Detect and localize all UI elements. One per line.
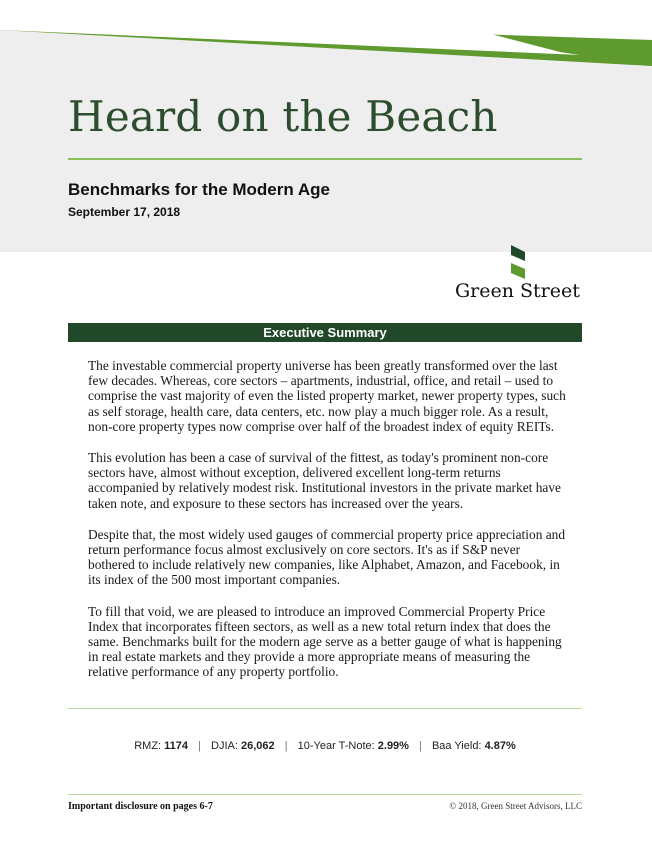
footer-divider — [68, 794, 582, 795]
tnote-label: 10-Year T-Note: — [297, 740, 375, 752]
report-date: September 17, 2018 — [68, 205, 181, 219]
tnote-value: 2.99% — [377, 740, 409, 752]
rmz-value: 1174 — [164, 740, 189, 752]
djia-label: DJIA: — [211, 740, 238, 752]
summary-paragraph: To fill that void, we are pleased to introduce an improved Commercial Property Price Index that incorporates fifteen sectors, as well as a new total return index that does the same. Benchmarks built for the modern age serve as a better gauge of what is happening in real estate markets and they provide a more appropriate means of measuring the relative performance of any property portfolio. — [88, 603, 562, 680]
section-divider — [68, 708, 582, 709]
green-street-logo-icon — [511, 245, 527, 279]
summary-paragraph: Despite that, the most widely used gauges of commercial property price appreciation and return performance focus almost exclusively on core sectors. It's as if S&P never bothered to include relatively new companies, like Alphabet, Amazon, and Facebook, in its index of the 500 most important companies. — [88, 526, 566, 588]
copyright-note: © 2018, Green Street Advisors, LLC — [449, 801, 582, 811]
report-subtitle: Benchmarks for the Modern Age — [68, 180, 330, 199]
market-indicators — [68, 740, 582, 752]
separator: | — [198, 740, 201, 752]
separator: | — [284, 740, 288, 752]
summary-paragraph: This evolution has been a case of survival of the fittest, as today's prominent non-core sectors have, almost without exception, delivered excellent long-term returns accompanied by relatively modest risk. Institutional investors in the private market have taken note, and exposure to these sectors has increased over the years. — [88, 450, 562, 511]
masthead-rule — [68, 158, 582, 160]
djia-value: 26,062 — [241, 740, 275, 752]
executive-summary-heading: Executive Summary — [68, 323, 582, 342]
masthead-title: Heard on the Beach — [68, 92, 498, 141]
baa-label: Baa Yield: — [431, 740, 482, 752]
disclosure-note: Important disclosure on pages 6-7 — [68, 801, 213, 812]
green-street-logo-text: Green Street — [455, 280, 580, 302]
summary-paragraph: The investable commercial property universe has been greatly transformed over the last few decades. Whereas, core sectors – apartments, industrial, office, and retail – used to comprise the vast majority of even the listed property market, newer property types, such as self storage, health care, data centers, etc. now play a much bigger role. As a result, non-core property types now comprise over half of the broadest index of equity REITs. — [88, 358, 566, 434]
executive-summary-body — [88, 358, 570, 696]
separator: | — [419, 740, 422, 752]
baa-value: 4.87% — [484, 740, 516, 752]
rmz-label: RMZ: — [134, 740, 162, 752]
